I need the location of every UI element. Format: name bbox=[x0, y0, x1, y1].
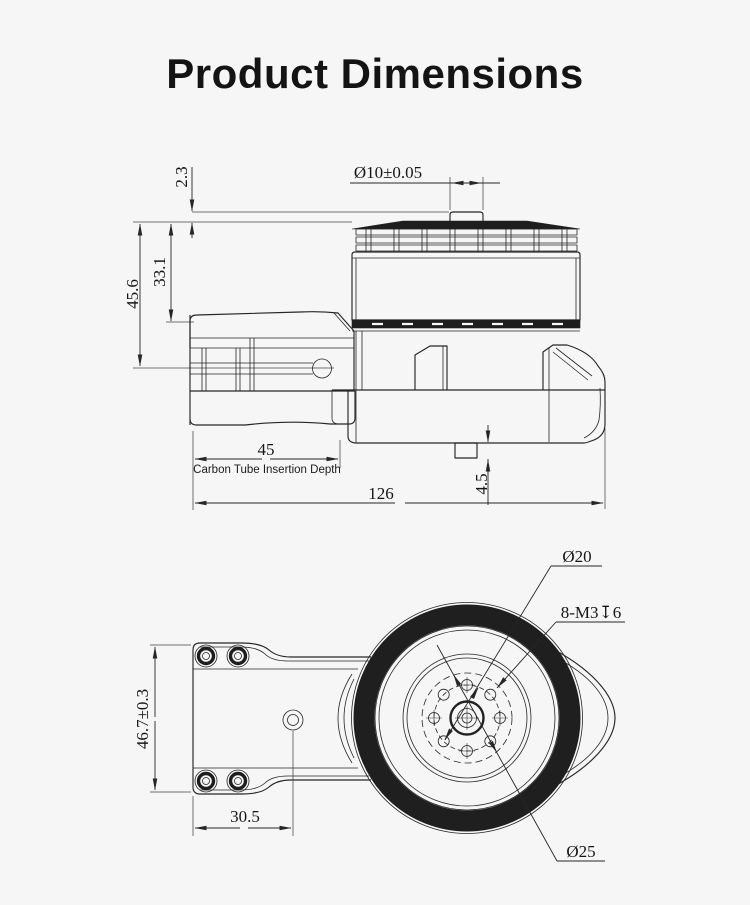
esc-housing-outline bbox=[332, 331, 605, 458]
dim-shaft-diameter-label: Ø10±0.05 bbox=[353, 163, 423, 182]
motor-outline bbox=[352, 212, 580, 331]
dim-hub-diameter-label: Ø25 bbox=[566, 842, 596, 861]
dim-overall-length-label: 126 bbox=[368, 484, 394, 503]
bracket-center-hole bbox=[283, 710, 303, 730]
dim-bolt-circle-label: Ø20 bbox=[562, 547, 592, 566]
bracket-bolt-holes bbox=[195, 645, 249, 792]
dim-mount-hole-offset-label: 30.5 bbox=[230, 807, 260, 826]
dim-overall-height-label: 45.6 bbox=[123, 279, 142, 309]
shaft-hub bbox=[451, 702, 484, 735]
motor-face-outline bbox=[352, 603, 616, 834]
dim-mount-height-label: 46.7±0.3 bbox=[133, 688, 152, 750]
front-view-dimension-lines bbox=[150, 566, 625, 861]
insertion-depth-note: Carbon Tube Insertion Depth bbox=[193, 464, 341, 476]
front-view-drawing bbox=[133, 547, 625, 861]
page-title: Product Dimensions bbox=[166, 50, 584, 97]
side-view-dimension-lines bbox=[140, 167, 603, 505]
dim-shaft-protrusion-label: 2.3 bbox=[172, 166, 191, 188]
dim-insertion-depth-label: 45 bbox=[257, 440, 275, 459]
mount-bracket-outline bbox=[193, 643, 371, 794]
dim-motor-height-label: 33.1 bbox=[150, 257, 169, 287]
dim-connector-height-label: 4.5 bbox=[472, 473, 491, 495]
dim-thread-spec-label: 8-M3↧6 bbox=[560, 603, 622, 622]
side-view-drawing bbox=[123, 163, 605, 510]
